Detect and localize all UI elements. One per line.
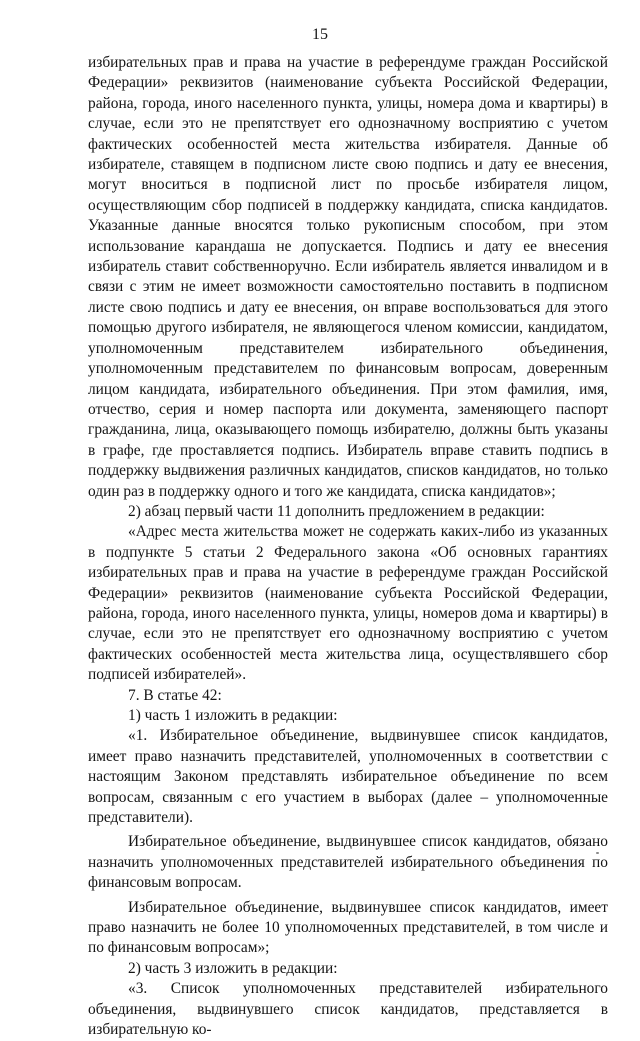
paragraph-address-quote: «Адрес места жительства может не содержать каких-либо из указанных в подпункте 5 статьи 2 Федерального закона «Об основных гарантиях избирательных прав и права на участие в референдуме граждан Российской Федерации» реквизитов (наименование субъекта Российской Федерации, района, города, иного населенного пункта, улицы, номеров дома и квартиры) в случае, если это не препятствует его однозначному восприятию с учетом фактических особенностей места жительства лица, осуществлявшего сбор подписей избирателей».	[88, 523, 608, 684]
paragraph-part-3: 2) часть 3 изложить в редакции:	[128, 959, 338, 977]
paragraph-part-1: 1) часть 1 изложить в редакции:	[128, 707, 338, 724]
paragraph-continuation: избирательных прав и права на участие в референдуме граждан Российской Федерации» реквизитов (наименование субъекта Российской Федерации, района, города, иного населенного пункта, улицы, номера дома и квартиры) в случае, если это не препятствует его однозначному восприятию с учетом фактических особенностей места жительства избирателя. Данные об избирателе, ставящем в подписном листе свою подпись и дату ее внесения, могут вноситься в подписной лист по просьбе избирателя лицом, осуществляющим сбор подписей в поддержку кандидата, списка кандидатов. Указанные данные вносятся только рукописным способом, при этом использование карандаша не допускается. Подпись и дату ее внесения избиратель ставит собственноручно. Если избиратель является инвалидом и в связи с этим не имеет возможности самостоятельно поставить в подписном листе свою подпись и дату ее внесения, он вправе воспользоваться для этого помощью другого избирателя, не являющегося членом комиссии, кандидатом, уполномоченным представителем избирательного объединения, уполномоченным представителем по финансовым вопросам, доверенным лицом кандидата, избирательного объединения. При этом фамилия, имя, отчество, серия и номер паспорта или документа, заменяющего паспорт гражданина, лица, оказывающего помощь избирателю, должны быть указаны в графе, где проставляется подпись. Избиратель вправе ставить подпись в поддержку выдвижения различных кандидатов, списков кандидатов, но только один раз в поддержку одного и того же кандидата, списка кандидатов»;	[88, 54, 608, 500]
paragraph-finance-representatives: Избирательное объединение, выдвинувшее список кандидатов, обязано назначить уполномоченных представителей избирательного объединения по финансовым вопросам.	[88, 833, 608, 892]
paragraph-article-42: 7. В статье 42:	[128, 686, 222, 704]
paragraph-part-1-text: «1. Избирательное объединение, выдвинувшее список кандидатов, имеет право назначить представителей, уполномоченных в соответствии с настоящим Законом представлять избирательное объединение по всем вопросам, связанным с его участием в выборах (далее – уполномоченные представители).	[88, 727, 608, 827]
paragraph-limit-10: Избирательное объединение, выдвинувшее список кандидатов, имеет право назначить не более 10 уполномоченных представителей, в том числе и по финансовым вопросам»;	[88, 898, 608, 957]
scan-speck	[596, 852, 599, 854]
paragraph-item-2: 2) абзац первый части 11 дополнить предложением в редакции:	[128, 502, 545, 520]
page-number: 15	[312, 26, 328, 43]
document-body	[88, 53, 608, 1041]
paragraph-part-3-text: «3. Список уполномоченных представителей избирательного объединения, выдвинувшего список кандидатов, представляется в избирательную ко-	[88, 980, 608, 1039]
